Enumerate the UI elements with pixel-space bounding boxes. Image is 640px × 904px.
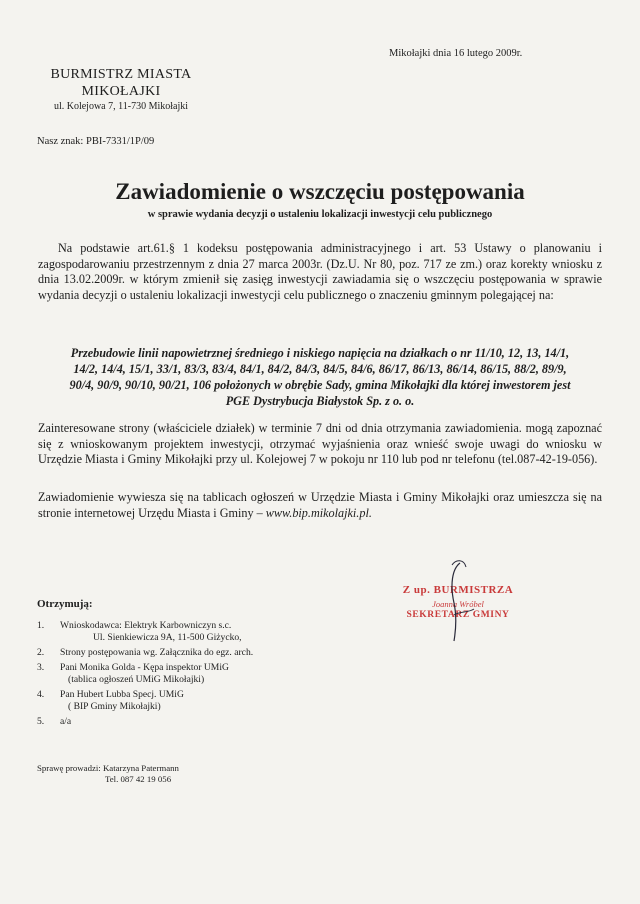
project-description [38, 345, 602, 409]
document-subtitle: w sprawie wydania decyzji o ustaleniu lokalizacji inwestycji celu publicznego [147, 209, 493, 220]
publication-text: Zawiadomienie wywiesza się na tablicach ogłoszeń w Urzędzie Miasta i Gminy Mikołajki oraz umieszcza się na stronie internetowej Urzędu Miasta i Gminy – [38, 490, 602, 520]
item-number: 2. [37, 647, 45, 658]
city-date: Mikołajki dnia 16 lutego 2009r. [389, 48, 523, 59]
stamp-line-3: SEKRETARZ GMINY [406, 610, 510, 620]
list-item [37, 647, 337, 659]
paragraph-interested-parties: Zainteresowane strony (właściciele działek) w terminie 7 dni od dnia otrzymania zawiadomienia. mogą zapoznać się z wnioskowanym projektem inwestycji, otrzymać wyjaśnienia oraz wnieść swoje uwagi do wniosku w Urzędzie Miasta i Gminy Mikołajki przy ul. Kolejowej 7 w pokoju nr 110 lub pod nr telefonu (tel.087-42-19-056). [38, 421, 602, 467]
sender-block [36, 66, 206, 114]
paragraph-legal-basis: Na podstawie art.61.§ 1 kodeksu postępowania administracyjnego i art. 53 Ustawy o planowaniu i zagospodarowaniu przestrzennym z dnia 27 marca 2003r. (Dz.U. Nr 80, poz. 717 ze zm.) oraz korekty wniosku z dnia 13.02.2009r. w którym zmienił się zasięg inwestycji zawiadamia się o wszczęciu postępowania w sprawie wydania decyzji o ustaleniu lokalizacji inwestycji celu publicznego o znaczeniu gminnym polegającej na: [38, 241, 602, 302]
item-line: Ul. Sienkiewicza 9A, 11-500 Giżycko, [93, 632, 242, 643]
project-line: 14/2, 14/4, 15/1, 33/1, 83/3, 83/4, 84/1, 84/2, 84/3, 84/5, 84/6, 86/17, 86/13, 86/14, 86/15, 88/2, 89/9, [73, 362, 567, 376]
prepared-by: Sprawę prowadzi: Katarzyna Patermann [37, 763, 179, 773]
stamp-line-2: Joanna Wróbel [432, 599, 484, 609]
contact-phone: Tel. 087 42 19 056 [105, 774, 172, 784]
item-line: ( BIP Gminy Mikołajki) [68, 701, 161, 712]
recipients-title: Otrzymują: [37, 598, 93, 610]
stamp-line-1: Z up. BURMISTRZA [402, 584, 514, 596]
list-item [37, 620, 337, 644]
paragraph-publication [38, 490, 602, 521]
document-title: Zawiadomienie o wszczęciu postępowania [115, 179, 525, 204]
reference-number: Nasz znak: PBI-7331/1P/09 [37, 136, 155, 147]
signature-icon [430, 555, 490, 645]
item-line: Strony postępowania wg. Załącznika do egz. arch. [60, 647, 254, 658]
list-item [37, 662, 337, 686]
list-item [37, 716, 337, 728]
recipients-list [37, 620, 337, 731]
bip-link[interactable]: www.bip.mikolajki.pl. [265, 505, 372, 520]
project-line: 90/4, 90/9, 90/10, 90/21, 106 położonych w obrębie Sady, gmina Mikołajki dla której inwestorem jest [69, 378, 571, 392]
item-line: a/a [60, 716, 72, 727]
prepared-by-block [37, 763, 179, 785]
project-line: PGE Dystrybucja Białystok Sp. z o. o. [225, 394, 415, 408]
sender-address: ul. Kolejowa 7, 11-730 Mikołajki [53, 101, 189, 112]
item-number: 3. [37, 662, 45, 673]
item-number: 5. [37, 716, 45, 727]
item-line: Pan Hubert Lubba Specj. UMiG [60, 689, 184, 700]
item-line: Pani Monika Golda - Kępa inspektor UMiG [60, 662, 229, 673]
list-item [37, 689, 337, 713]
item-number: 1. [37, 620, 45, 631]
project-line: Przebudowie linii napowietrznej średniego i niskiego napięcia na działkach o nr 11/10, 12, 13, 14/1, [70, 346, 570, 360]
item-number: 4. [37, 689, 45, 700]
item-line: Wnioskodawca: Elektryk Karbowniczyn s.c. [60, 620, 232, 631]
sender-title: BURMISTRZ MIASTA [50, 67, 192, 82]
sender-city: MIKOŁAJKI [81, 84, 161, 99]
item-line: (tablica ogłoszeń UMiG Mikołajki) [68, 674, 205, 685]
